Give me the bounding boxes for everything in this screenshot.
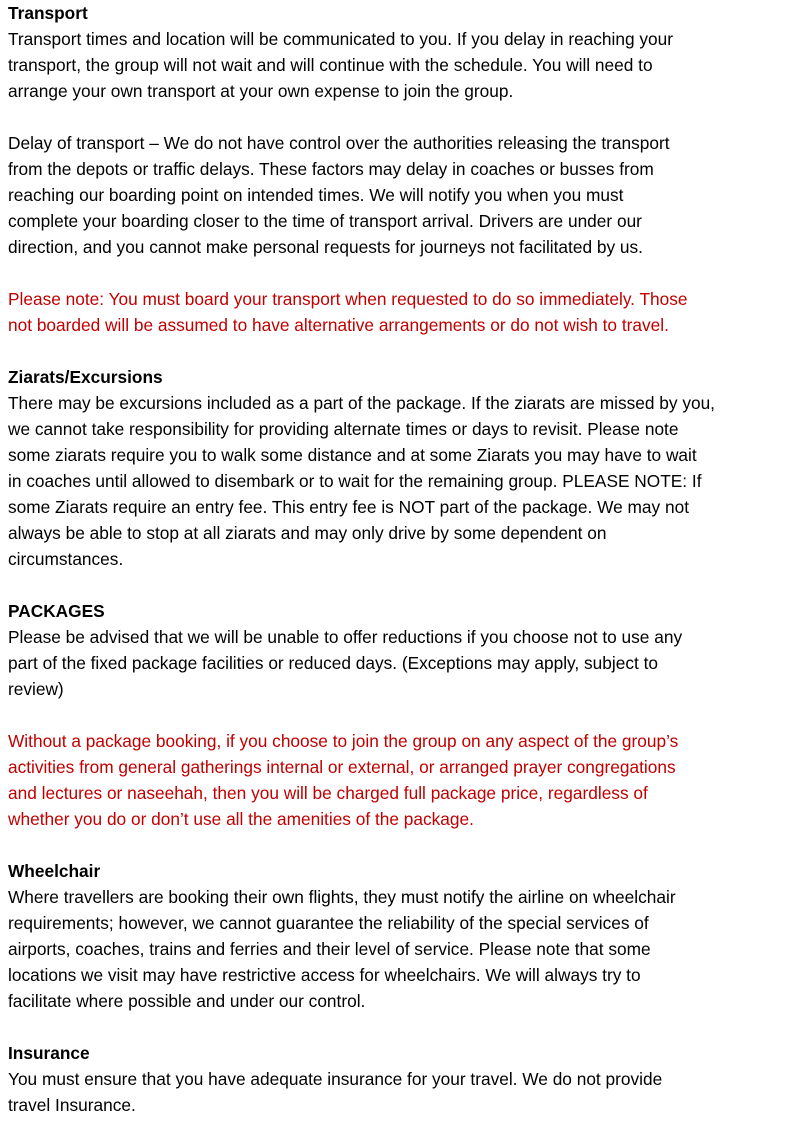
section-heading: Transport: [8, 3, 88, 23]
paragraph-line: some ziarats require you to walk some distance and at some Ziarats you may have to wait: [8, 445, 697, 465]
paragraph-line: always be able to stop at all ziarats and may only drive by some dependent on: [8, 523, 607, 543]
paragraph: [8, 130, 802, 260]
paragraph-line: reaching our boarding point on intended times. We will notify you when you must: [8, 185, 624, 205]
paragraph-line: Where travellers are booking their own flights, they must notify the airline on wheelchair: [8, 887, 676, 907]
paragraph-line: part of the fixed package facilities or reduced days. (Exceptions may apply, subject to: [8, 653, 658, 673]
notice-paragraph: [8, 728, 802, 832]
paragraph-line: arrange your own transport at your own expense to join the group.: [8, 81, 514, 101]
section-transport: [8, 0, 802, 338]
paragraph-line: complete your boarding closer to the time of transport arrival. Drivers are under our: [8, 211, 642, 231]
paragraph-spacer: [8, 260, 802, 286]
section-ziarats-excursions: [8, 338, 802, 572]
section-packages: [8, 572, 802, 832]
notice-paragraph: [8, 286, 802, 338]
paragraph-line: There may be excursions included as a part of the package. If the ziarats are missed by you,: [8, 393, 715, 413]
paragraph-line: not boarded will be assumed to have alternative arrangements or do not wish to travel.: [8, 315, 669, 335]
paragraph-line: You must ensure that you have adequate insurance for your travel. We do not provide: [8, 1069, 663, 1089]
paragraph-line: direction, and you cannot make personal requests for journeys not facilitated by us.: [8, 237, 643, 257]
section-heading: Ziarats/Excursions: [8, 367, 163, 387]
paragraph-line: and lectures or naseehah, then you will be charged full package price, regardless of: [8, 783, 648, 803]
section-insurance: [8, 1014, 802, 1118]
paragraph-line: activities from general gatherings internal or external, or arranged prayer congregations: [8, 757, 676, 777]
paragraph-line: facilitate where possible and under our control.: [8, 991, 366, 1011]
paragraph-line: locations we visit may have restrictive access for wheelchairs. We will always try to: [8, 965, 641, 985]
section-spacer: [8, 832, 802, 858]
section-spacer: [8, 338, 802, 364]
paragraph-line: some Ziarats require an entry fee. This entry fee is NOT part of the package. We may not: [8, 497, 690, 517]
paragraph-line: transport, the group will not wait and will continue with the schedule. You will need to: [8, 55, 653, 75]
section-heading: PACKAGES: [8, 601, 105, 621]
paragraph-line: airports, coaches, trains and ferries and their level of service. Please note that some: [8, 939, 651, 959]
section-heading: Insurance: [8, 1043, 90, 1063]
paragraph-line: from the depots or traffic delays. These factors may delay in coaches or busses from: [8, 159, 654, 179]
paragraph-line: travel Insurance.: [8, 1095, 136, 1115]
section-spacer: [8, 572, 802, 598]
paragraph: [8, 624, 802, 702]
paragraph-line: whether you do or don’t use all the amenities of the package.: [8, 809, 474, 829]
paragraph-line: in coaches until allowed to disembark or to wait for the remaining group. PLEASE NOTE: If: [8, 471, 702, 491]
paragraph-line: circumstances.: [8, 549, 124, 569]
paragraph: [8, 26, 802, 104]
paragraph-spacer: [8, 104, 802, 130]
paragraph: [8, 884, 802, 1014]
section-wheelchair: [8, 832, 802, 1014]
section-spacer: [8, 1014, 802, 1040]
paragraph-line: requirements; however, we cannot guarantee the reliability of the special services of: [8, 913, 649, 933]
paragraph-line: review): [8, 679, 64, 699]
paragraph: [8, 1066, 802, 1118]
paragraph-line: Please note: You must board your transport when requested to do so immediately. Those: [8, 289, 688, 309]
paragraph-line: Please be advised that we will be unable to offer reductions if you choose not to use any: [8, 627, 683, 647]
paragraph-line: Transport times and location will be communicated to you. If you delay in reaching your: [8, 29, 674, 49]
paragraph-line: we cannot take responsibility for providing alternate times or days to revisit. Please note: [8, 419, 679, 439]
section-heading: Wheelchair: [8, 861, 101, 881]
paragraph-line: Delay of transport – We do not have control over the authorities releasing the transport: [8, 133, 670, 153]
paragraph-line: Without a package booking, if you choose to join the group on any aspect of the group’s: [8, 731, 679, 751]
paragraph: [8, 390, 802, 572]
paragraph-spacer: [8, 702, 802, 728]
